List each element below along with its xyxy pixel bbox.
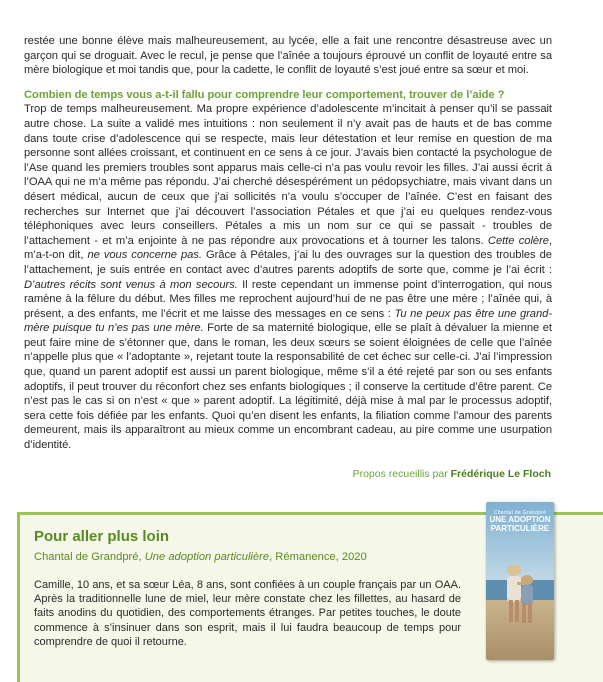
credit-prefix: Propos recueillis par xyxy=(352,468,451,480)
book-ref-title: Une adoption particulière xyxy=(144,551,270,563)
answer-quote: D’autres récits sont venus à mon secours. xyxy=(24,278,238,291)
book-ref-publisher: , Rémanence, 2020 xyxy=(269,551,367,563)
answer-quote: Tu ne peux pas être une grand-mère puisque tu n’es pas une mère. xyxy=(24,307,553,335)
book-cover-title xyxy=(486,516,554,533)
answer-quote: Cette colère xyxy=(487,234,549,247)
answer-text: Grâce à Pétales, j’ai lu des ouvrages sur la question des troubles de l’attachement, je suis entrée en contact avec d’autres parents adoptifs de sorte que, comme je l’ai écrit : xyxy=(24,249,552,276)
further-reading-title: Pour aller plus loin xyxy=(34,528,170,545)
answer-text: Trop de temps malheureusement. Ma propre expérience d’adolescente m’incitait à penser qu’il se passait autre chose. La suite a validé mes intuitions : non seulement il n’y avait pas de hauts et de bas comme dans toute crise d’adolescence qui se respecte, mais leur détestation et leur remise en question de ma personne sont allées croissant, et continuent en ce sens à ce jour. J’avais bien contacté la psychologue de l’Ase quand les premiers troubles sont apparus mais celle-ci n’a pas voulu revoir les filles. J’ai aussi écrit à l’OAA qui ne m’a même pas répondu. J’ai cherché désespérément un pédopsychiatre, mais vivant dans un désert médical, aucun de ceux que j’ai sollicités n’a voulu s’occuper de l’aînée. C’est en faisant des recherches sur Internet que j’ai découvert l’association Pétales et que j’ai eu quelques rendez-vous téléphoniques avec leurs conseillers. Pétales a mis un nom sur ce qui se passait - troubles de l’attachement - et m’a enjointe à ne pas répondre aux provocations et à tourner les talons. xyxy=(24,103,552,247)
answer-text: Il reste cependant un immense point d’interrogation, qui nous ramène à la fêlure du début. Mes filles me reprochent aujourd’hui de ne pas être une mère ; l’aînée qui, à présent, a des enfants, me l’écrit et me laisse des messages en ce sens : xyxy=(24,278,552,320)
book-cover-image xyxy=(486,502,554,660)
article-paragraph-answer xyxy=(24,102,552,452)
book-summary: Camille, 10 ans, et sa sœur Léa, 8 ans, sont confiées à un couple français par un OAA. Après la traditionnelle lune de miel, leur mère constate chez les fillettes, au hasard de faits anodins du quotidien, des comportements étranges. Par petites touches, le doute commence à s’insinuer dans son esprit, mais il lui faudra beaucoup de temps pour comprendre de quoi il retourne. xyxy=(34,579,461,648)
article-body xyxy=(24,34,552,453)
book-reference xyxy=(34,551,454,563)
interview-credit xyxy=(353,468,551,480)
book-ref-author: Chantal de Grandpré, xyxy=(34,551,145,563)
book-cover-title-line1: UNE ADOPTION xyxy=(489,515,551,524)
book-cover-title-line2: PARTICULIÈRE xyxy=(490,523,550,533)
answer-text: , m’a-t-on dit, xyxy=(24,234,552,262)
interview-question: Combien de temps vous a-t-il fallu pour comprendre leur comportement, trouver de l’aide ? xyxy=(24,88,505,101)
answer-text: Forte de sa maternité biologique, elle se plaît à dévaluer la mienne et peut faire mine de s’étonner que, dans le roman, les deux sœurs se soient éloignées de celle que l’aînée n’appelle plus que « l’adoptante », rejetant toute la responsabilité de cet échec sur celle-ci. J’ai l’impression que, quand un parent adoptif est aussi un parent biologique, même s’il a été rejeté par son ou ses enfants adoptifs, il peut trouver du réconfort chez ses enfants biologiques ; il conserve la certitude d’être parent. Ce n’est pas le cas si on n’est « que » parent adoptif. La légitimité, déjà mise à mal par le processus adoptif, sera cette fois défiée par les enfants. Quoi qu’en disent les enfants, la filiation comme l’amour des parents demeurent, mais ils apparaîtront au mieux comme un encombrant cadeau, au pire comme une usurpation d’identité. xyxy=(24,322,552,452)
article-paragraph-intro: restée une bonne élève mais malheureusement, au lycée, elle a fait une rencontre désastreuse avec un garçon qui se droguait. Avec le recul, je pense que l’aînée a toujours éprouvé un conflit de loyauté entre sa mère biologique et moi tandis que, pour la cadette, le conflit de loyauté s’est joué entre sa sœur et moi. xyxy=(24,35,552,77)
book-cover-author: Chantal de Grandpré xyxy=(493,510,547,516)
answer-quote: ne vous concerne pas. xyxy=(87,249,202,262)
credit-name: Frédérique Le Floch xyxy=(450,468,551,480)
